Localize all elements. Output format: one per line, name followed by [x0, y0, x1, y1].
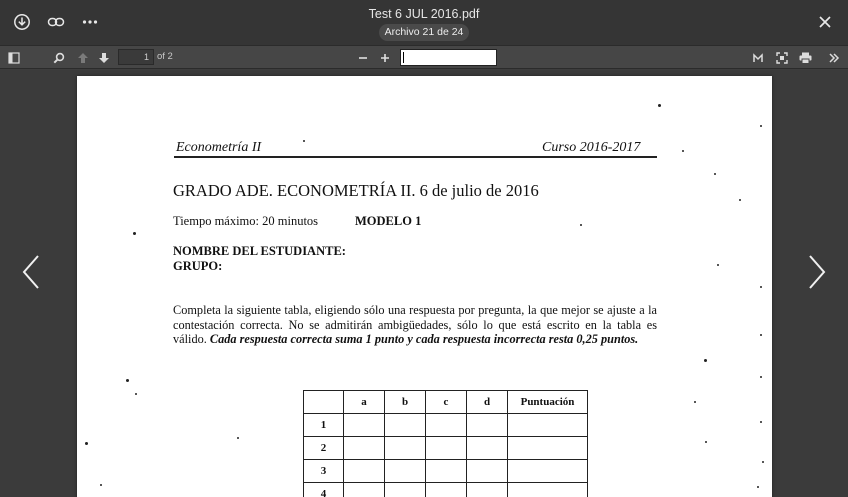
search-icon[interactable] — [51, 49, 67, 66]
table-header-cell: a — [344, 391, 385, 414]
scan-speck — [760, 125, 762, 127]
chevron-right-icon[interactable] — [806, 252, 828, 292]
scan-speck — [694, 401, 696, 403]
row-number: 2 — [304, 437, 344, 460]
instructions-text: Completa la siguiente tabla, eligiendo sólo una respuesta por pregunta, la que mejor se ajuste a la contestación correcta. No se admitirán ambigüedades, sólo lo que está escrito en la tabla es válido. — [173, 303, 657, 347]
presentation-icon[interactable] — [751, 49, 765, 66]
scan-speck — [705, 441, 707, 443]
pdf-page — [77, 76, 772, 497]
time-limit: Tiempo máximo: 20 minutos — [173, 214, 319, 228]
answer-cell — [344, 483, 385, 497]
answer-cell — [426, 483, 467, 497]
row-number: 4 — [304, 483, 344, 497]
page-number-input[interactable]: 1 — [118, 49, 154, 65]
answer-cell — [426, 414, 467, 437]
top-bar — [0, 0, 848, 45]
scan-speck — [100, 484, 102, 486]
answer-cell — [467, 414, 508, 437]
page-header-right: Curso 2016-2017 — [542, 140, 641, 155]
row-number: 1 — [304, 414, 344, 437]
scan-speck — [237, 437, 239, 439]
table-header-cell — [304, 391, 344, 414]
zoom-select[interactable] — [400, 49, 497, 66]
minus-icon[interactable] — [356, 49, 370, 66]
scan-speck — [739, 199, 741, 201]
pdf-toolbar — [0, 45, 848, 69]
scan-speck — [85, 442, 88, 445]
scan-speck — [760, 286, 762, 288]
page-count: of 2 — [157, 51, 173, 62]
scan-speck — [682, 150, 684, 152]
document-viewer[interactable] — [0, 70, 848, 497]
scan-speck — [133, 232, 136, 235]
scan-speck — [658, 104, 661, 107]
table-row — [304, 460, 588, 483]
page-header-left: Econometría II — [176, 140, 262, 155]
scan-speck — [762, 461, 764, 463]
arrow-up-icon[interactable] — [75, 49, 91, 66]
instructions-paragraph — [173, 303, 657, 347]
scan-speck — [714, 173, 716, 175]
group-label: GRUPO: — [173, 259, 223, 273]
table-header-cell: d — [467, 391, 508, 414]
document-title: Test 6 JUL 2016.pdf — [368, 7, 480, 21]
scan-speck — [135, 393, 137, 395]
answer-cell — [344, 414, 385, 437]
zoom-caret — [403, 52, 404, 63]
answer-table-header — [304, 391, 588, 414]
answer-cell — [385, 460, 426, 483]
answer-cell — [385, 437, 426, 460]
student-name-label: NOMBRE DEL ESTUDIANTE: — [173, 244, 346, 258]
scan-speck — [704, 359, 707, 362]
exam-title: GRADO ADE. ECONOMETRÍA II. 6 de julio de 2016 — [173, 181, 539, 200]
answer-cell — [385, 414, 426, 437]
chevron-left-icon[interactable] — [20, 252, 42, 292]
scan-speck — [303, 140, 305, 142]
score-cell — [508, 483, 588, 497]
scan-speck — [760, 421, 762, 423]
answer-cell — [426, 437, 467, 460]
table-row — [304, 483, 588, 497]
answer-cell — [467, 483, 508, 497]
table-row — [304, 414, 588, 437]
answer-table — [303, 390, 588, 497]
answer-cell — [344, 437, 385, 460]
score-cell — [508, 437, 588, 460]
close-icon[interactable] — [814, 11, 836, 33]
score-cell — [508, 460, 588, 483]
scan-speck — [717, 264, 719, 266]
arrow-down-icon[interactable] — [96, 49, 112, 66]
instructions-emphasis: Cada respuesta correcta suma 1 punto y cada respuesta incorrecta resta 0,25 puntos. — [209, 332, 639, 347]
scan-speck — [126, 379, 129, 382]
answer-cell — [467, 437, 508, 460]
file-counter-badge: Archivo 21 de 24 — [379, 24, 469, 41]
answer-cell — [426, 460, 467, 483]
table-header-cell: b — [385, 391, 426, 414]
sidebar-toggle-icon[interactable] — [6, 49, 22, 66]
scan-speck — [757, 486, 759, 488]
plus-icon[interactable] — [378, 49, 392, 66]
exam-model: MODELO 1 — [355, 214, 422, 228]
answer-cell — [344, 460, 385, 483]
answer-cell — [385, 483, 426, 497]
print-icon[interactable] — [797, 49, 813, 66]
score-cell — [508, 414, 588, 437]
row-number: 3 — [304, 460, 344, 483]
header-rule — [174, 156, 657, 158]
double-chevron-right-icon[interactable] — [826, 49, 842, 66]
scan-speck — [760, 376, 762, 378]
answer-cell — [467, 460, 508, 483]
scan-speck — [580, 224, 582, 226]
table-header-cell: c — [426, 391, 467, 414]
table-header-cell: Puntuación — [508, 391, 588, 414]
table-row — [304, 437, 588, 460]
fit-page-icon[interactable] — [774, 49, 790, 66]
scan-speck — [760, 334, 762, 336]
